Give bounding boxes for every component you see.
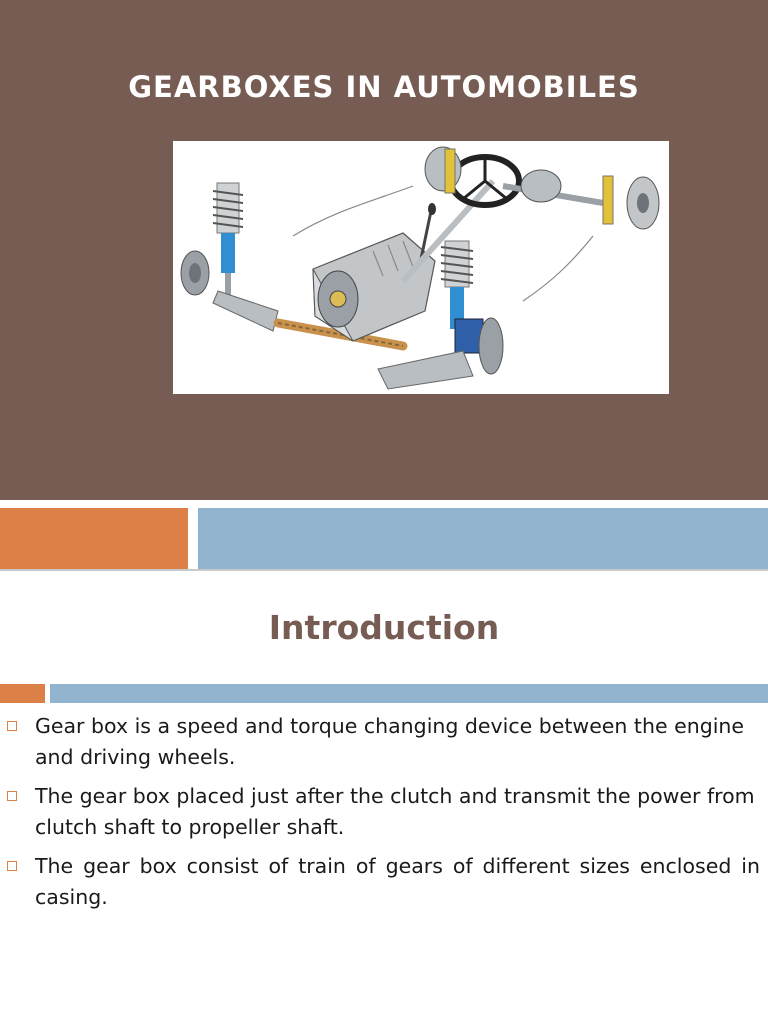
bullet-text: The gear box consist of train of gears of different sizes enclosed in casing. [35,854,760,909]
bullet-item [0,851,768,913]
drivetrain-illustration [173,141,669,394]
accent-bar-blue [50,684,768,703]
bullet-item [0,781,768,843]
square-bullet-icon [7,721,17,731]
bullet-list [0,711,768,921]
band-divider [0,569,768,571]
square-bullet-icon [7,861,17,871]
slide-title: GEARBOXES IN AUTOMOBILES [128,70,640,104]
square-bullet-icon [7,791,17,801]
accent-band-blue [198,508,768,570]
bullet-item [0,711,768,773]
bullet-text: Gear box is a speed and torque changing device between the engine and driving wheels. [35,714,745,769]
left-brake-disc [181,251,209,295]
bullet-text: The gear box placed just after the clutch and transmit the power from clutch shaft to propeller shaft. [35,784,755,839]
title-slide [0,0,768,500]
accent-band-orange [0,508,188,570]
accent-bar-orange [0,684,45,703]
section-heading: Introduction [268,608,500,647]
